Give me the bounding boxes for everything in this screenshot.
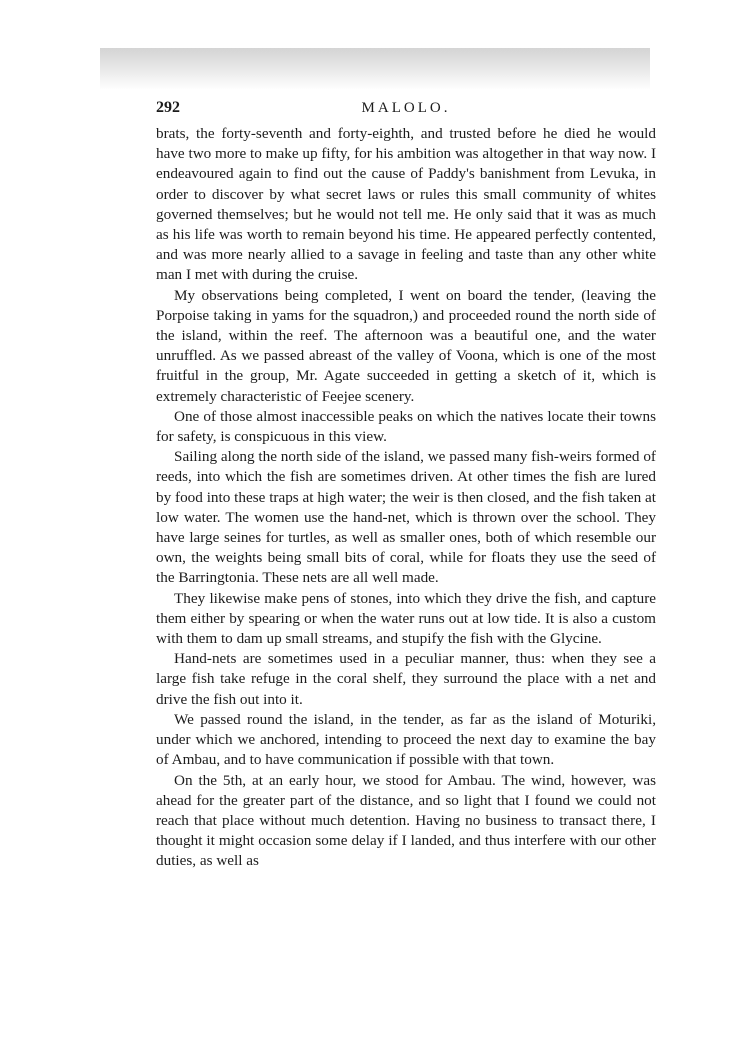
paragraph-ambau: On the 5th, at an early hour, we stood for Ambau. The wind, however, was ahead for the greater part of the distance, and so light that I found we could not reach that place without much detention. Having no business to transact there, I thought it might occasion some delay if I landed, and thus interfere with our other duties, as well as: [156, 771, 656, 870]
body-text: [156, 124, 656, 872]
book-page: [156, 98, 656, 872]
page-number: 292: [156, 99, 180, 116]
paragraph-hand-nets: Hand-nets are sometimes used in a peculiar manner, thus: when they see a large fish take refuge in the coral shelf, they surround the place with a net and drive the fish out into it.: [156, 650, 656, 708]
paragraph-peaks: One of those almost inaccessible peaks on which the natives locate their towns for safety, is conspicuous in this view.: [156, 407, 656, 446]
paragraph-tender-voyage: My observations being completed, I went on board the tender, (leaving the Porpoise taking in yams for the squadron,) and proceeded round the north side of the island, within the reef. The afternoon was a beautiful one, and the water unruffled. As we passed abreast of the valley of Voona, which is one of the most fruitful in the group, Mr. Agate succeeded in getting a sketch of it, which is extremely characteristic of Feejee scenery.: [156, 286, 656, 405]
paragraph-fish-weirs: Sailing along the north side of the island, we passed many fish-weirs formed of reeds, into which the fish are sometimes driven. At other times the fish are lured by food into these traps at high water; the weir is then closed, and the fish taken at low water. The women use the hand-net, which is thrown over the school. They have large seines for turtles, as well as smaller ones, both of which resemble our own, the weights being small bits of coral, while for floats they use the seed of the Barringtonia. These nets are all well made.: [156, 448, 656, 587]
running-title: MALOLO.: [361, 100, 451, 116]
scan-shadow: [100, 48, 650, 90]
paragraph-moturiki: We passed round the island, in the tender, as far as the island of Moturiki, under which we anchored, intending to proceed the next day to examine the bay of Ambau, and to have communication if possible with that town.: [156, 710, 656, 769]
paragraph-stone-pens: They likewise make pens of stones, into which they drive the fish, and capture them either by spearing or when the water runs out at low tide. It is also a custom with them to dam up small streams, and stupify the fish with the Glycine.: [156, 589, 656, 648]
paragraph-continued: brats, the forty-seventh and forty-eighth, and trusted before he died he would have two more to make up fifty, for his ambition was altogether in that way now. I endeavoured again to find out the cause of Paddy's banishment from Levuka, in order to discover by what secret laws or rules this small community of whites governed themselves; but he would not tell me. He only said that it was as much as his life was worth to remain beyond his time. He appeared perfectly contented, and was more nearly allied to a savage in feeling and taste than any other white man I met with during the cruise.: [156, 125, 656, 284]
running-head: [156, 98, 656, 124]
